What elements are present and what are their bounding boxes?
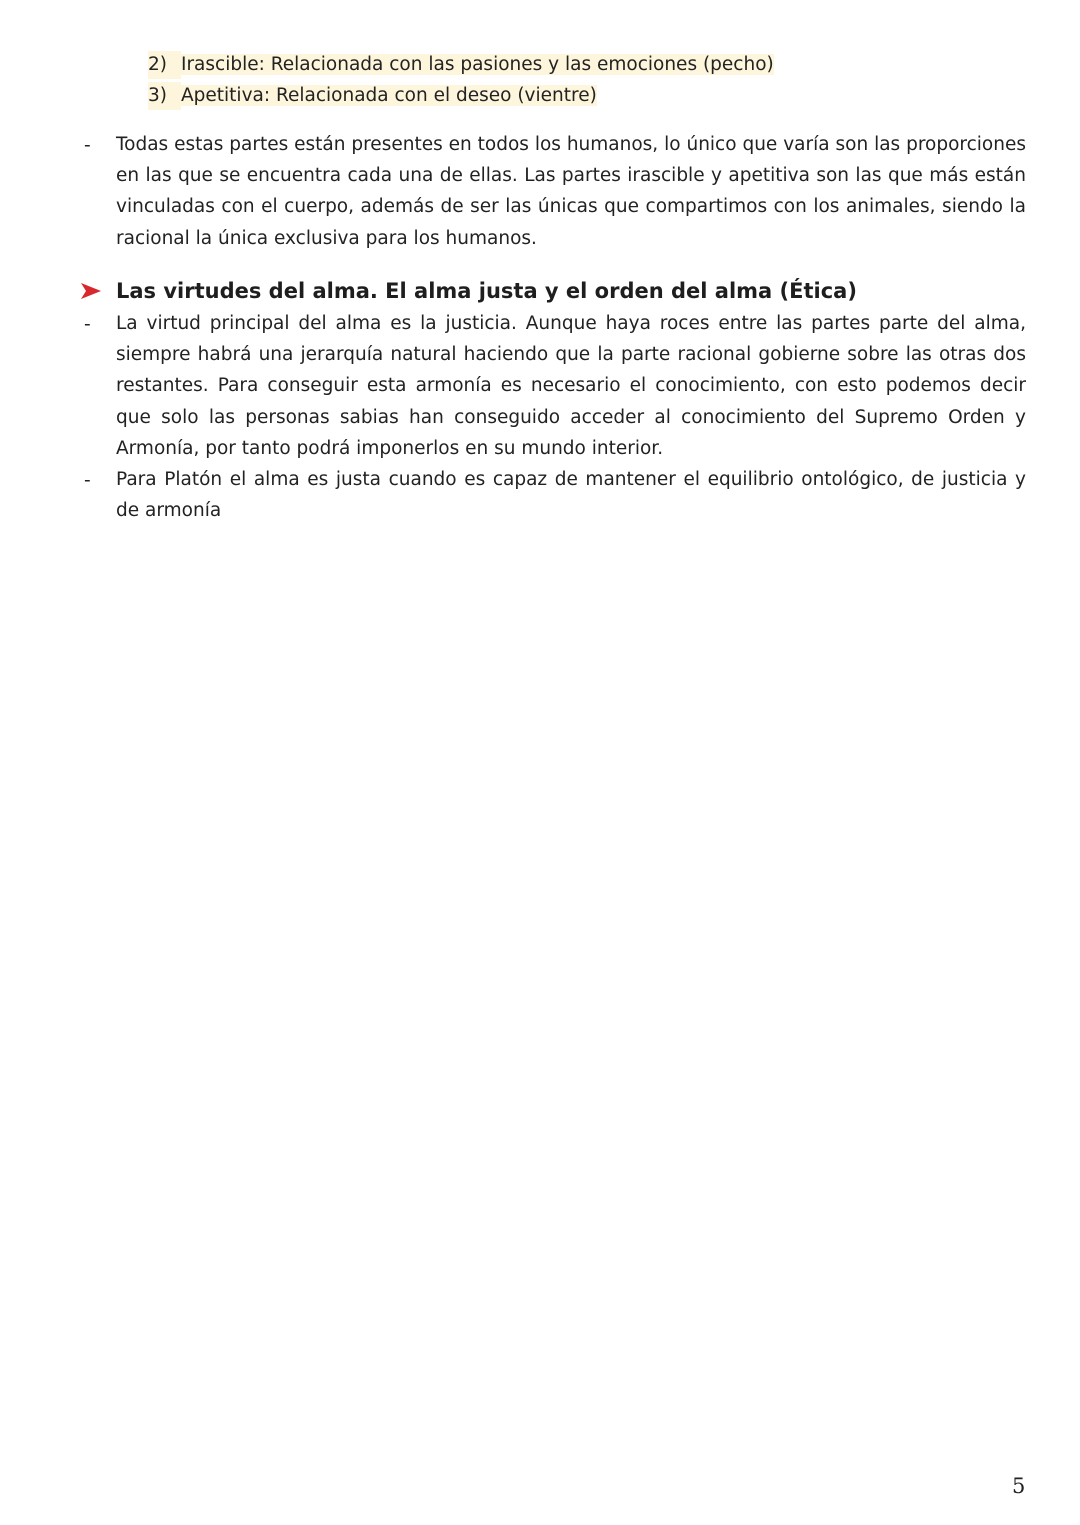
list-text: Apetitiva: Relacionada con el deseo (vientre) — [181, 85, 597, 106]
list-text: Irascible: Relacionada con las pasiones y las emociones (pecho) — [181, 54, 774, 75]
paragraph-virtue-justice: La virtud principal del alma es la justicia. Aunque haya roces entre las partes parte del alma, siempre habrá una jerarquía natural haciendo que la parte racional gobierne sobre las otras dos restantes. Para conseguir esta armonía es necesario el conocimiento, con esto podemos decir que solo las personas sabias han conseguido acceder al conocimiento del Supremo Orden y Armonía, por tanto podrá imponerlos en su mundo interior. — [116, 313, 1026, 459]
bullet-dash: - — [84, 470, 91, 491]
list-number: 3) — [148, 82, 181, 110]
arrow-bullet-icon — [80, 279, 102, 303]
section-heading: Las virtudes del alma. El alma justa y el orden del alma (Ética) — [116, 279, 857, 303]
list-item-3 — [148, 82, 597, 110]
bullet-dash: - — [84, 135, 91, 156]
paragraph-plato-just-soul: Para Platón el alma es justa cuando es capaz de mantener el equilibrio ontológico, de justicia y de armonía — [116, 469, 1026, 522]
list-item-2 — [148, 51, 774, 79]
list-number: 2) — [148, 51, 181, 79]
paragraph-parts-of-soul: Todas estas partes están presentes en todos los humanos, lo único que varía son las proporciones en las que se encuentra cada una de ellas. Las partes irascible y apetitiva son las que más están vinculadas con el cuerpo, además de ser las únicas que compartimos con los animales, siendo la racional la única exclusiva para los humanos. — [116, 134, 1026, 249]
bullet-dash: - — [84, 314, 91, 335]
page-number: 5 — [1012, 1474, 1026, 1498]
